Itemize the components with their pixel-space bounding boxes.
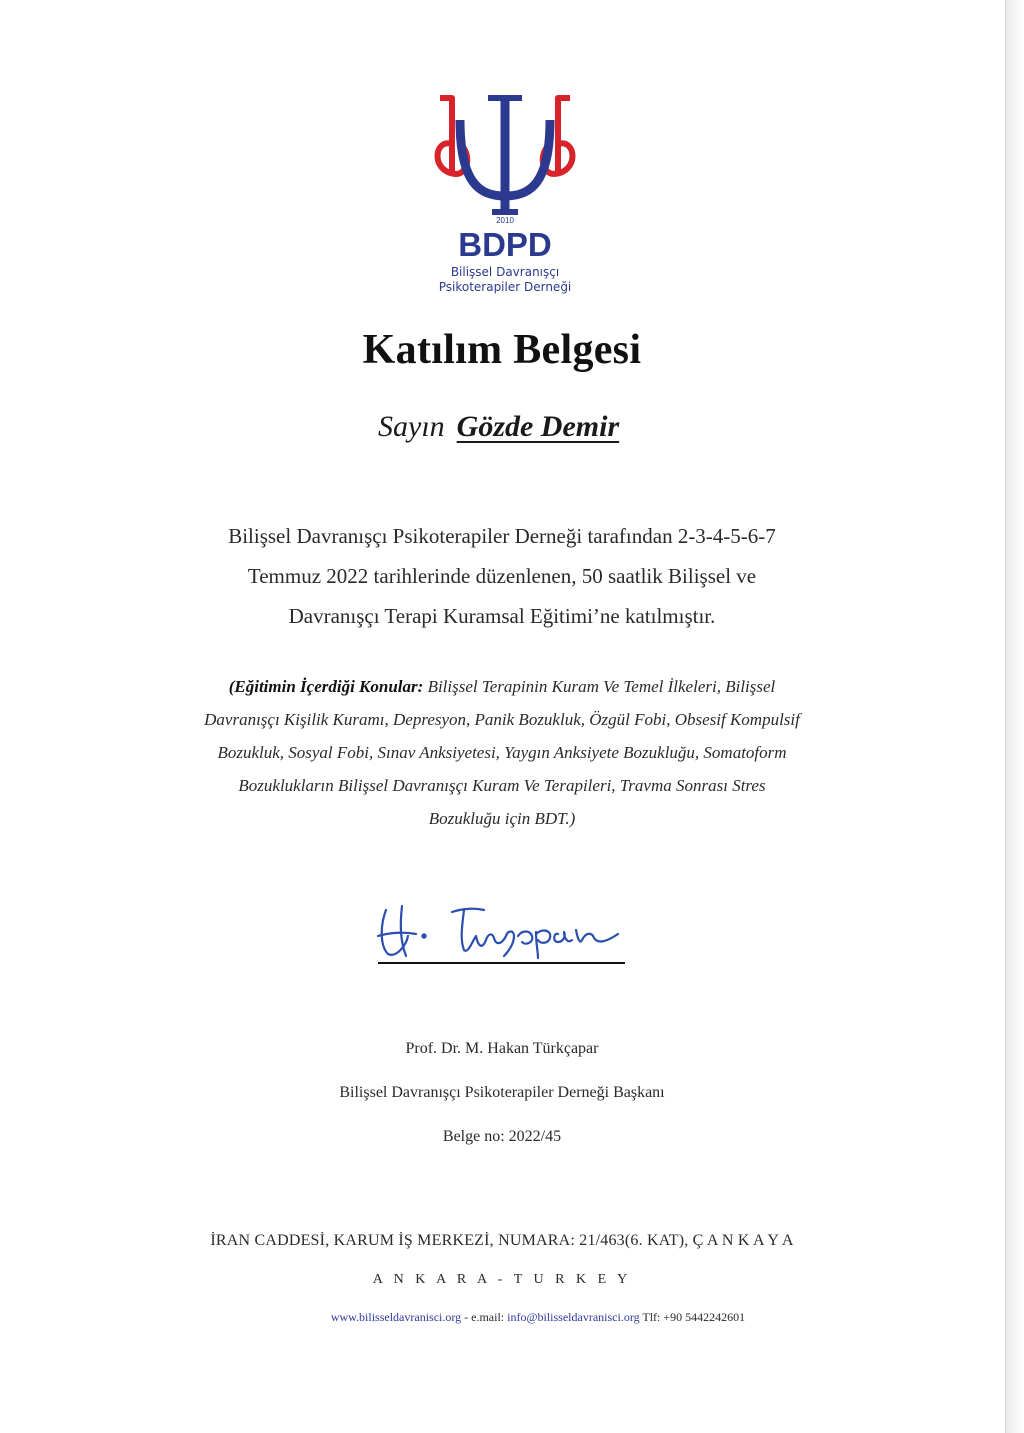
body-line: Temmuz 2022 tarihlerinde düzenlenen, 50 saatlik Bilişsel ve [247, 564, 757, 588]
body-line: Bilişsel Davranışçı Psikoterapiler Derneği tarafından 2-3-4-5-6-7 [228, 524, 776, 548]
email-label: - e.mail: [461, 1310, 508, 1324]
page-edge [1005, 0, 1024, 1433]
topics-line: Bozuklukların Bilişsel Davranışçı Kuram Ve Terapileri, Travma Sonrası Stres [238, 776, 766, 795]
logo-year: 2010 [496, 216, 514, 225]
topics-line: Bozukluk, Sosyal Fobi, Sınav Anksiyetesi, Yaygın Anksiyete Bozukluğu, Somatoform [217, 743, 787, 762]
training-topics [128, 670, 876, 835]
website-link[interactable]: www.bilisseldavranisci.org [330, 1310, 462, 1324]
bdpd-logo-emblem [420, 92, 590, 302]
topics-line [128, 670, 876, 703]
signature [372, 896, 628, 968]
document-number: Belge no: 2022/45 [442, 1128, 562, 1145]
signatory-name: Prof. Dr. M. Hakan Türkçapar [405, 1040, 599, 1057]
salutation-word: Sayın [378, 410, 445, 443]
topics-heading: (Eğitimin İçerdiği Konular: [228, 677, 424, 696]
body-line: Davranışçı Terapi Kuramsal Eğitimi’ne katılmıştır. [288, 604, 716, 628]
certificate-title: Katılım Belgesi [362, 327, 642, 373]
footer-address: İRAN CADDESİ, KARUM İŞ MERKEZİ, NUMARA: 21/463(6. KAT), Ç A N K A Y A [210, 1232, 794, 1249]
logo-subtitle-line2: Psikoterapiler Derneği [438, 280, 572, 294]
logo-acronym: BDPD [458, 226, 552, 263]
topics-line: Bozukluğu için BDT.) [428, 809, 576, 828]
footer-contact [0, 1310, 1024, 1325]
footer-city: A N K A R A - T U R K E Y [372, 1272, 632, 1287]
logo-red-right-stroke [558, 98, 570, 172]
handwritten-signature [372, 896, 628, 968]
email-link[interactable]: info@bilisseldavranisci.org [507, 1310, 640, 1324]
bdpd-logo [420, 92, 590, 302]
logo-subtitle-line1: Bilişsel Davranışçı [450, 265, 560, 279]
topics-line: Davranışçı Kişilik Kuramı, Depresyon, Panik Bozukluk, Özgül Fobi, Obsesif Kompulsif [204, 710, 800, 729]
certificate-body [140, 516, 864, 636]
signatory-role: Bilişsel Davranışçı Psikoterapiler Derneği Başkanı [339, 1084, 665, 1101]
phone-number: Tlf: +90 5442242601 [639, 1310, 746, 1324]
salutation-line [378, 410, 621, 444]
recipient-name: Gözde Demir [456, 410, 620, 443]
topics-text: Bilişsel Terapinin Kuram Ve Temel İlkeleri, Bilişsel [423, 677, 776, 696]
logo-red-left-stroke [440, 98, 452, 172]
